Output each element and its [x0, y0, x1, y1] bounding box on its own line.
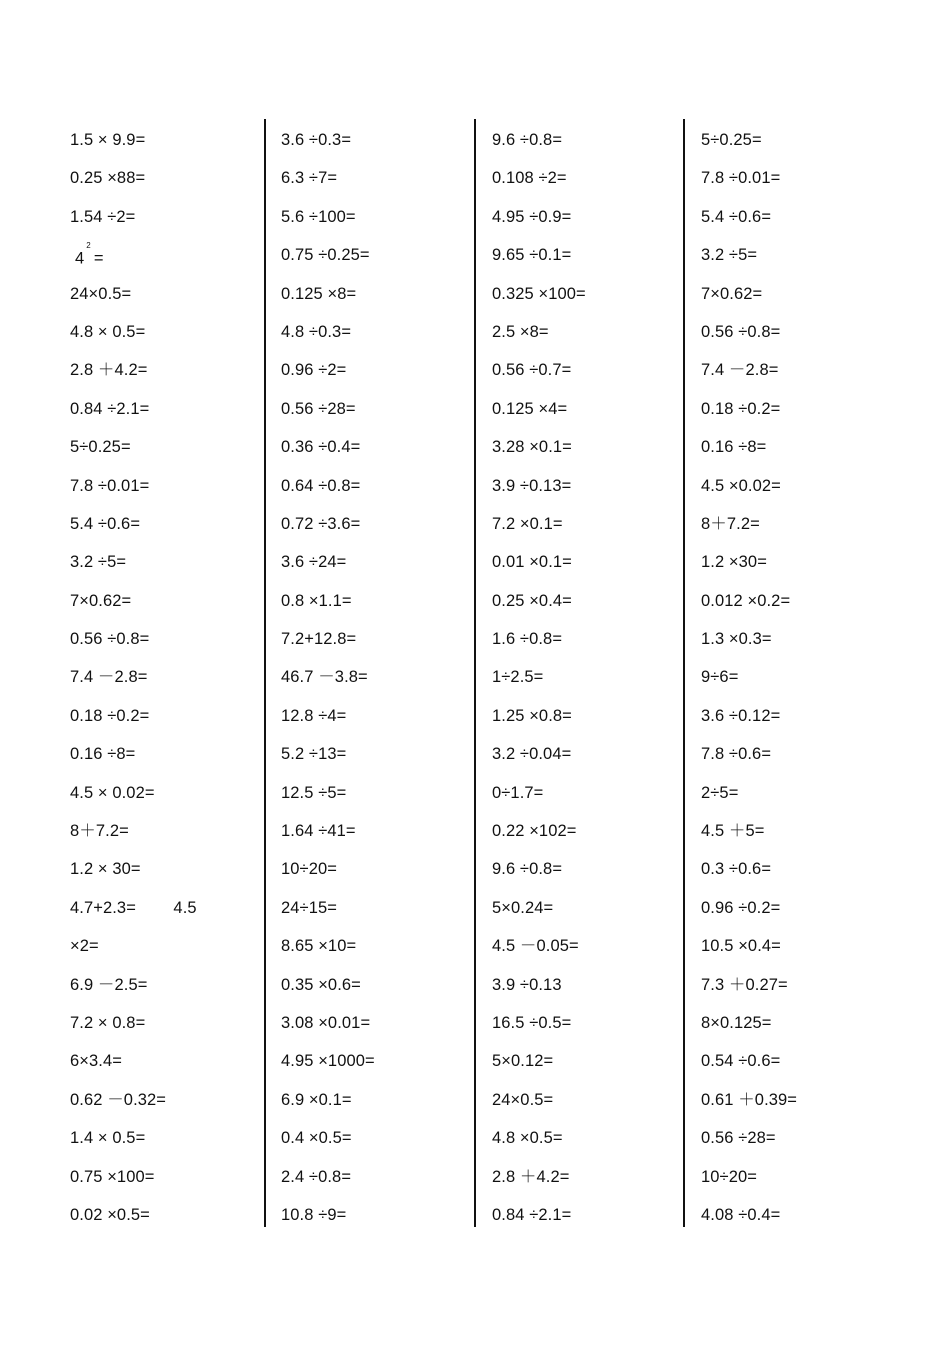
math-problem: 0.02 ×0.5=: [70, 1205, 150, 1224]
math-problem: 4.5 －0.05=: [492, 937, 579, 956]
math-problem: 0.35 ×0.6=: [281, 975, 361, 994]
math-problem: 5.2 ÷13=: [281, 745, 347, 764]
math-problem: 1.2 ×30=: [701, 553, 767, 572]
math-problem: 3.2 ÷5=: [701, 246, 758, 265]
math-problem: 0.16 ÷8=: [70, 745, 136, 764]
math-problem: 1.4 × 0.5=: [70, 1129, 146, 1148]
column-divider: [474, 119, 476, 1227]
math-problem: 0.84 ÷2.1=: [492, 1205, 572, 1224]
math-problem: 4.5 ×0.02=: [701, 476, 781, 495]
math-problem: 10.5 ×0.4=: [701, 937, 781, 956]
math-problem: 7.3 ＋0.27=: [701, 975, 788, 994]
math-problem: 0.72 ÷3.6=: [281, 514, 361, 533]
math-problem: 0.64 ÷0.8=: [281, 476, 361, 495]
math-problem: 7.2 × 0.8=: [70, 1013, 146, 1032]
math-problem: 6×3.4=: [70, 1052, 122, 1071]
math-problem: 24×0.5=: [492, 1090, 554, 1109]
math-problem: 7.8 ÷0.01=: [70, 476, 150, 495]
math-problem: 0.3 ÷0.6=: [701, 860, 772, 879]
math-problem: 7.4 －2.8=: [701, 361, 779, 380]
math-problem: 4.8 ÷0.3=: [281, 322, 352, 341]
math-problem: 0.18 ÷0.2=: [701, 399, 781, 418]
math-problem: 10÷20=: [701, 1167, 757, 1186]
math-problem: 0.25 ×0.4=: [492, 591, 572, 610]
math-problem: 0.62 －0.32=: [70, 1090, 167, 1109]
math-problem: 1.6 ÷0.8=: [492, 630, 563, 649]
math-problem: 7.4 －2.8=: [70, 668, 148, 687]
math-problem: 0.56 ÷28=: [701, 1129, 776, 1148]
math-problem: 0.75 ÷0.25=: [281, 246, 370, 265]
math-problem: 3.6 ÷24=: [281, 553, 347, 572]
math-problem: 5×0.24=: [492, 898, 554, 917]
math-problem: 8×0.125=: [701, 1013, 772, 1032]
math-problem: 1.5 × 9.9=: [70, 131, 146, 149]
math-problem: 0.75 ×100=: [70, 1167, 155, 1186]
math-problem: 3.2 ÷5=: [70, 553, 127, 572]
math-problem: 5.4 ÷0.6=: [70, 514, 141, 533]
math-problem: 0.56 ÷28=: [281, 399, 356, 418]
math-problem: 7.2 ×0.1=: [492, 514, 563, 533]
math-problem: 0.56 ÷0.8=: [701, 322, 781, 341]
math-problem: 24×0.5=: [70, 284, 132, 303]
math-problem: 0.8 ×1.1=: [281, 591, 352, 610]
math-problem: 1.3 ×0.3=: [701, 630, 772, 649]
math-problem: 3.9 ÷0.13: [492, 975, 562, 994]
math-problem: 0.012 ×0.2=: [701, 591, 791, 610]
math-problem: 7.2+12.8=: [281, 630, 357, 649]
math-problem: 4.95 ×1000=: [281, 1052, 375, 1071]
math-problem: 0.84 ÷2.1=: [70, 399, 150, 418]
problem-column-2: [281, 121, 481, 1234]
math-problem: 10÷20=: [281, 860, 337, 879]
math-problem: 0.96 ÷0.2=: [701, 898, 781, 917]
math-problem: 6.9 ×0.1=: [281, 1090, 352, 1109]
problem-column-3: [492, 121, 692, 1234]
math-problem: $4^2=$: [75, 241, 104, 268]
math-problem: 7×0.62=: [701, 284, 763, 303]
math-problem: 0.125 ×8=: [281, 284, 357, 303]
math-problem: 6.3 ÷7=: [281, 169, 338, 188]
math-problem: 2÷5=: [701, 783, 739, 802]
math-problem: 3.28 ×0.1=: [492, 438, 572, 457]
math-problem: 0.108 ÷2=: [492, 169, 567, 188]
math-problem: 5÷0.25=: [70, 438, 131, 457]
math-problem: 9.6 ÷0.8=: [492, 131, 563, 149]
math-problem: 4.8 × 0.5=: [70, 322, 146, 341]
math-problem: 0÷1.7=: [492, 783, 544, 802]
math-problem: 0.4 ×0.5=: [281, 1129, 352, 1148]
math-problem: 6.9 －2.5=: [70, 975, 148, 994]
math-problem: 7×0.62=: [70, 591, 132, 610]
math-problem: ×2=: [70, 937, 99, 956]
math-problem: 1÷2.5=: [492, 668, 544, 687]
column-divider: [264, 119, 266, 1227]
math-problem: 0.18 ÷0.2=: [70, 706, 150, 725]
math-problem: 2.8 ＋4.2=: [70, 361, 148, 380]
column-divider: [683, 119, 685, 1227]
problem-column-4: [701, 121, 901, 1234]
math-problem: 12.5 ÷5=: [281, 783, 347, 802]
math-problem: 5÷0.25=: [701, 131, 762, 149]
math-problem: 3.6 ÷0.3=: [281, 131, 352, 149]
math-problem: 10.8 ÷9=: [281, 1205, 347, 1224]
math-problem: 9÷6=: [701, 668, 739, 687]
math-problem: 4.08 ÷0.4=: [701, 1205, 781, 1224]
math-problem: 9.65 ÷0.1=: [492, 246, 572, 265]
math-problem: 1.25 ×0.8=: [492, 706, 572, 725]
math-problem: 5.6 ÷100=: [281, 207, 356, 226]
math-problem: 0.54 ÷0.6=: [701, 1052, 781, 1071]
math-problem: 0.25 ×88=: [70, 169, 146, 188]
math-problem: 4.8 ×0.5=: [492, 1129, 563, 1148]
math-problem: 0.36 ÷0.4=: [281, 438, 361, 457]
math-problem: 8＋7.2=: [701, 514, 760, 533]
math-problem: 12.8 ÷4=: [281, 706, 347, 725]
math-problem: 9.6 ÷0.8=: [492, 860, 563, 879]
math-problem: 0.56 ÷0.8=: [70, 630, 150, 649]
math-problem: 0.325 ×100=: [492, 284, 586, 303]
math-problem: 5×0.12=: [492, 1052, 554, 1071]
math-problem: 3.2 ÷0.04=: [492, 745, 572, 764]
math-problem: 4.95 ÷0.9=: [492, 207, 572, 226]
math-problem: 2.8 ＋4.2=: [492, 1167, 570, 1186]
math-problem: 8.65 ×10=: [281, 937, 357, 956]
math-problem: 3.08 ×0.01=: [281, 1013, 371, 1032]
math-problem: 4.5 × 0.02=: [70, 783, 155, 802]
math-problem: 0.22 ×102=: [492, 822, 577, 841]
math-problem: 0.01 ×0.1=: [492, 553, 572, 572]
math-problem: 0.96 ÷2=: [281, 361, 347, 380]
math-problem: 1.64 ÷41=: [281, 822, 356, 841]
math-problem: 2.4 ÷0.8=: [281, 1167, 352, 1186]
math-problem: 16.5 ÷0.5=: [492, 1013, 572, 1032]
math-problem: 0.56 ÷0.7=: [492, 361, 572, 380]
math-problem: 1.54 ÷2=: [70, 207, 136, 226]
math-problem: 46.7 －3.8=: [281, 668, 368, 687]
math-problem: 3.9 ÷0.13=: [492, 476, 572, 495]
math-problem: 24÷15=: [281, 898, 337, 917]
math-problem: 7.8 ÷0.6=: [701, 745, 772, 764]
math-problem: 4.5 ＋5=: [701, 822, 765, 841]
math-problem: 4.7+2.3= 4.5: [70, 898, 197, 917]
math-problem: 1.2 × 30=: [70, 860, 141, 879]
problem-column-1: [70, 121, 270, 1234]
math-problem: 0.16 ÷8=: [701, 438, 767, 457]
math-problem: 8＋7.2=: [70, 822, 129, 841]
math-problem: 0.125 ×4=: [492, 399, 568, 418]
math-problem: 0.61 ＋0.39=: [701, 1090, 798, 1109]
math-problem: 2.5 ×8=: [492, 322, 549, 341]
math-problem: 5.4 ÷0.6=: [701, 207, 772, 226]
math-problem: 3.6 ÷0.12=: [701, 706, 781, 725]
math-problem: 7.8 ÷0.01=: [701, 169, 781, 188]
